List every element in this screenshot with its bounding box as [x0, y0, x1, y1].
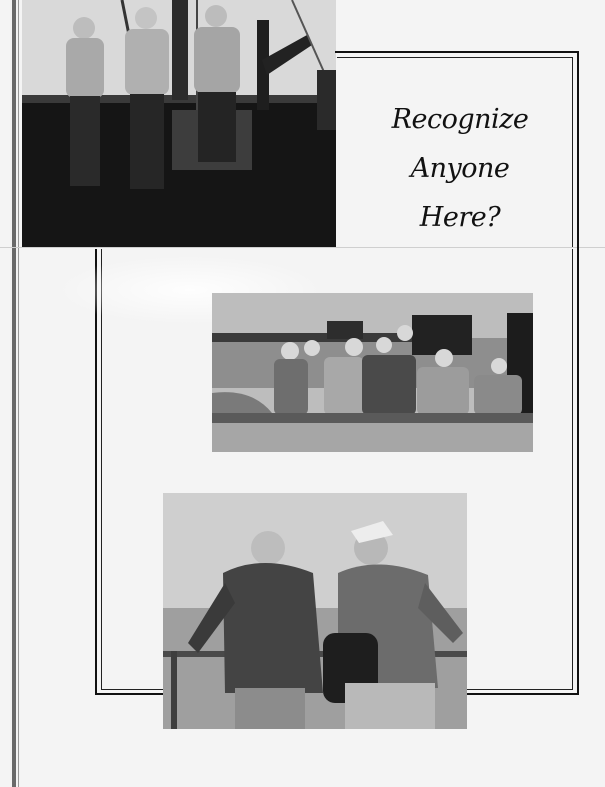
binding-edge [12, 0, 16, 787]
page-heading [380, 95, 540, 242]
heading-line-3: Here? [419, 202, 501, 233]
binding-edge-line [18, 0, 19, 787]
heading-line-2: Anyone [410, 153, 510, 184]
three-sailors-on-deck-photo [22, 0, 336, 247]
heading-line-1: Recognize [391, 104, 529, 135]
group-on-gun-deck-photo [212, 293, 533, 452]
two-men-at-rail-photo [163, 493, 467, 729]
